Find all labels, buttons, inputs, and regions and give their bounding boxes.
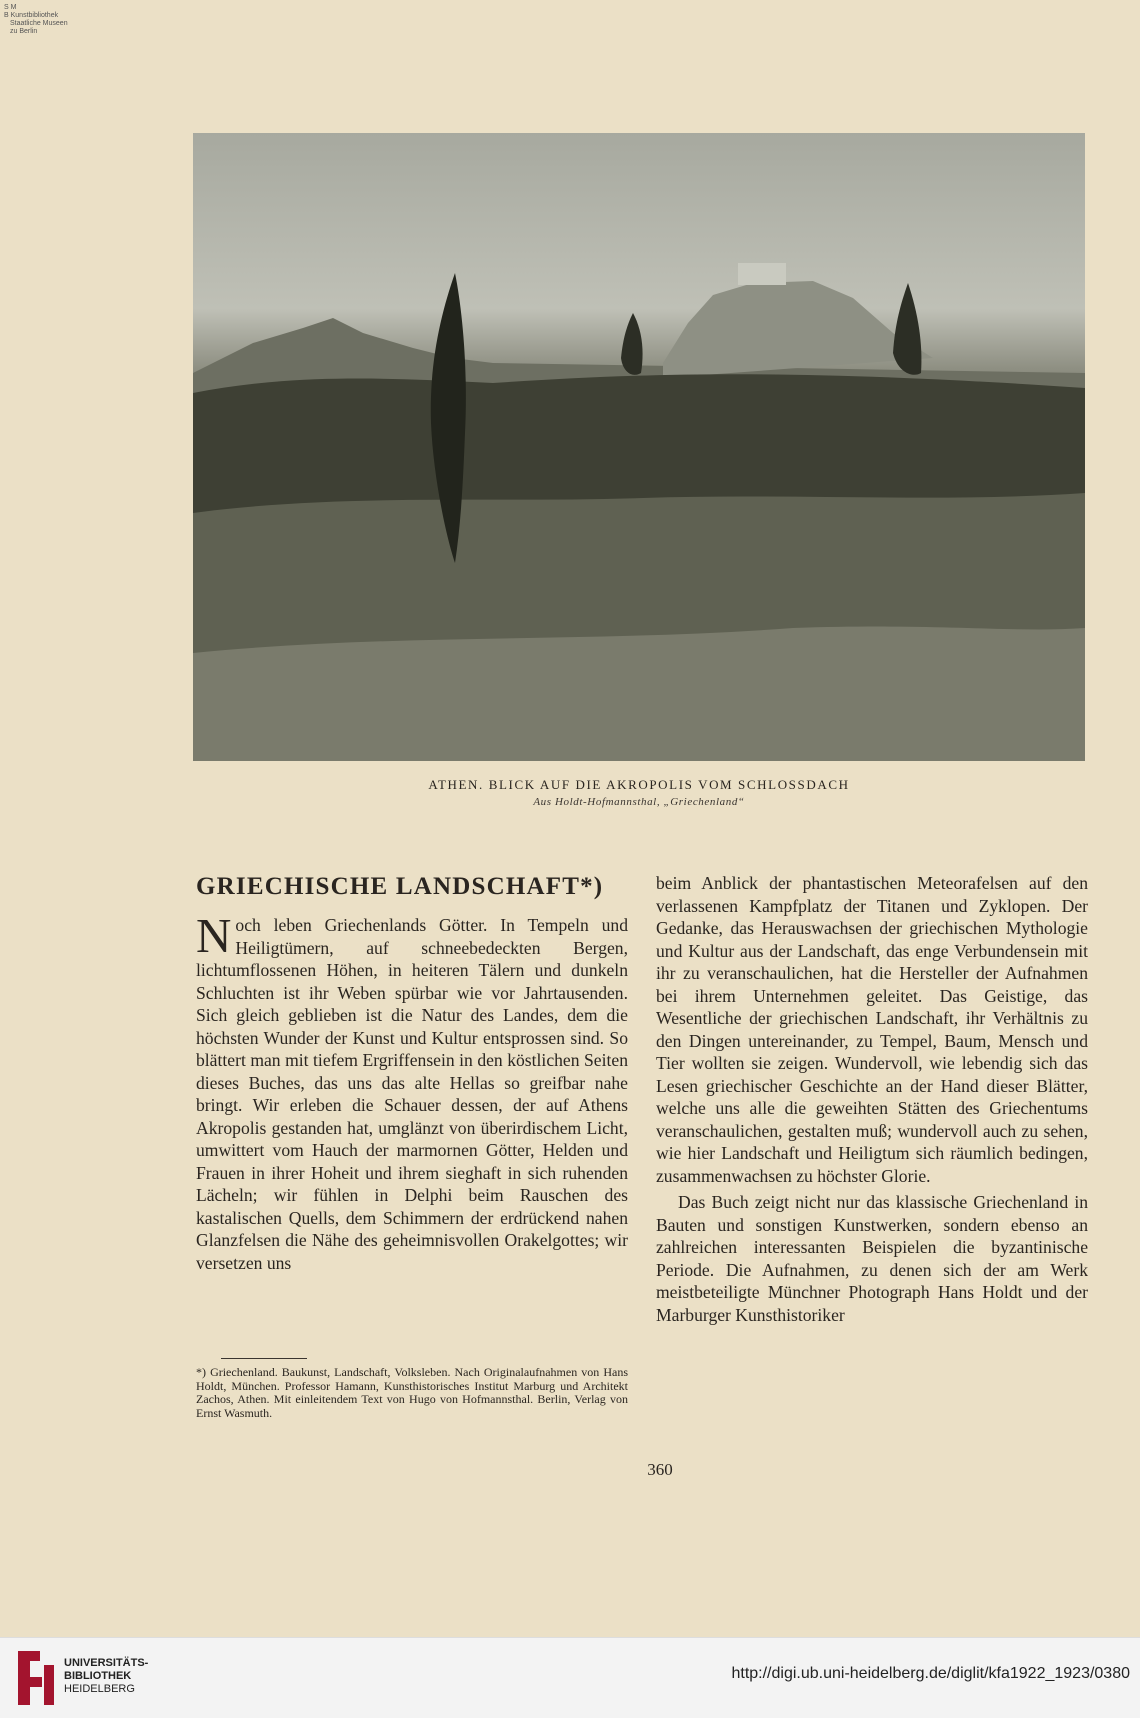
footnote-rule <box>221 1358 307 1359</box>
left-column <box>196 872 628 1274</box>
acropolis-rock <box>663 281 933 378</box>
article-paragraph: Das Buch zeigt nicht nur das klassische Griechenland in Bauten und sonstigen Kunstwerken, sondern ebenso an zahlreichen interessanten Beispielen die byzantinische Periode. Die Aufnahmen, zu denen sich der am Werk meistbeteiligte Münchner Photograph Hans Holdt und der Marburger Kunsthistoriker <box>656 1192 1088 1325</box>
photo-caption: ATHEN. BLICK AUF DIE AKROPOLIS VOM SCHLOSSDACH <box>428 777 850 792</box>
stamp-line: Staatliche Museen <box>10 20 68 27</box>
acropolis-photo <box>193 133 1085 761</box>
right-column <box>656 872 1088 1326</box>
tree-canopy-light <box>193 627 1085 761</box>
stamp-line: zu Berlin <box>10 28 38 35</box>
library-name-line: BIBLIOTHEK <box>64 1670 132 1682</box>
library-name-line: UNIVERSITÄTS- <box>64 1657 149 1669</box>
dropcap: N <box>196 908 232 963</box>
parthenon <box>738 263 786 285</box>
article-paragraph <box>196 908 628 1274</box>
permalink-url[interactable]: http://digi.ub.uni-heidelberg.de/diglit/kfa1922_1923/0380 <box>731 1665 1130 1682</box>
stamp-line: S M <box>4 4 17 11</box>
pine-tree <box>893 283 921 375</box>
stamp-line: B Kunstbibliothek <box>4 12 59 19</box>
photo-drawing <box>193 133 1085 761</box>
footnote: *) Griechenland. Baukunst, Landschaft, Volksleben. Nach Originalaufnahmen von Hans Holdt, München. Professor Hamann, Kunsthistorisches Institut Marburg und Architekt Zachos, Athen. Mit einleitendem Text von Hugo von Hofmannsthal. Berlin, Verlag von Ernst Wasmuth. <box>196 1365 628 1420</box>
library-name[interactable] <box>64 1657 148 1696</box>
library-stamp <box>4 4 68 36</box>
library-name-line: HEIDELBERG <box>64 1683 135 1695</box>
ub-heidelberg-logo-icon[interactable] <box>10 1647 60 1709</box>
page-number: 360 <box>647 1460 673 1479</box>
small-tree <box>621 313 643 375</box>
photo-credit: Aus Holdt-Hofmannsthal, „Griechenland“ <box>533 796 745 808</box>
article-paragraph: beim Anblick der phantastischen Meteorafelsen auf den verlassenen Kampfplatz der Titanen und Zyklopen. Der Gedanke, das Herauswachsen der griechischen Mythologie und Kultur aus der Landschaft, das enge Verbundensein mit ihr zu veranschaulichen, hat die Hersteller der Aufnahmen bei ihrem Unternehmen geleitet. Das Geistige, das Wesentliche der griechischen Landschaft, ihr Verhältnis zu den Dingen untereinander, zu Tempel, Baum, Mensch und Tier wollten sie zeigen. Wundervoll, wie lebendig sich das Lesen griechischer Geschichte an der Hand dieser Blätter, welche uns alle die geweihten Stätten des Griechentums veranschaulichen, gestalten muß; wundervoll auch zu sehen, wie hier Landschaft und Heiligtum sich räumlich bedingen, zusammenwachsen zu höchster Glorie. <box>656 873 1088 1186</box>
viewer-footer <box>0 1637 1140 1718</box>
article-heading: GRIECHISCHE LANDSCHAFT*) <box>196 873 604 900</box>
paragraph-text: och leben Griechenlands Götter. In Tempeln und Heiligtümern, auf schneebedeckten Bergen, lichtumflossenen Höhen, in heiteren Tälern und dunkeln Schluchten ist ihr Weben spürbar wie vor Jahrtausenden. Sich gleich geblieben ist die Natur des Landes, dem die höchsten Wunder der Kunst und Kultur entsprossen sind. So blättert man mit tiefem Ergriffensein in den köstlichen Seiten dieses Buches, das uns das alte Hellas so greifbar nahe bringt. Wir erleben die Schauer dessen, der auf Athens Akropolis gestanden hat, umglänzt von überirdischem Licht, umwittert vom Hauch der marmornen Götter, Helden und Frauen in ihrer Hoheit und ihrem sieghaft in sich ruhenden Lächeln; wir fühlen in Delphi beim Rauschen des kastalischen Quells, dem Schimmern der erdrückend nahen Glanzfelsen die Nähe des geheimnisvollen Orakelgottes; wir versetzen uns <box>196 915 628 1273</box>
